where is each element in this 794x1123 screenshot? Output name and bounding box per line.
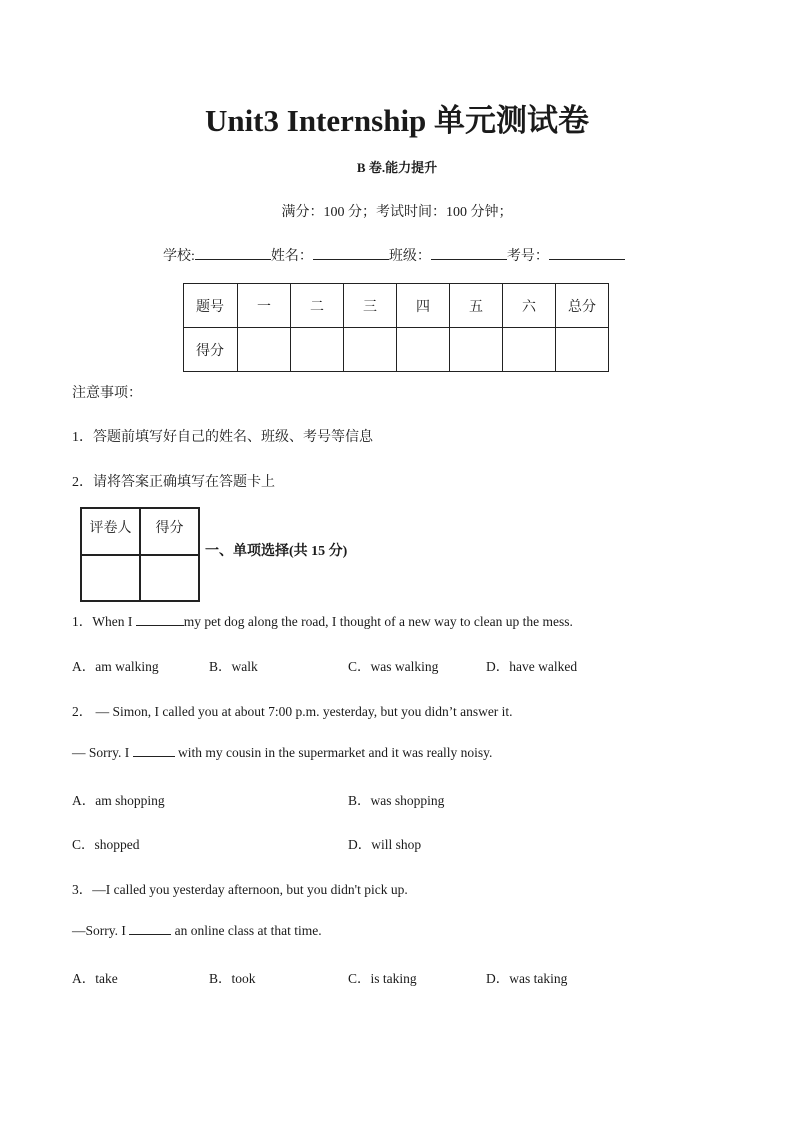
exam-meta: 满分：100 分；考试时间：100 分钟；	[281, 205, 513, 220]
score-header-cell: 五	[450, 284, 503, 328]
answer-blank[interactable]	[136, 613, 184, 626]
student-info-line	[163, 245, 625, 265]
score-header-cell: 一	[238, 284, 291, 328]
score-table-score-row	[184, 328, 609, 372]
grader-label: 评卷人	[81, 508, 140, 555]
score-cell[interactable]	[397, 328, 450, 372]
score-header-cell: 六	[503, 284, 556, 328]
q3-option-a[interactable]: A．take	[72, 971, 118, 986]
grader-table	[80, 507, 200, 602]
page-title: Unit3 Internship 单元测试卷	[204, 103, 590, 138]
class-blank[interactable]	[431, 245, 507, 260]
q1-option-a[interactable]: A．am walking	[72, 659, 159, 674]
q1-option-d[interactable]: D．have walked	[486, 659, 578, 674]
score-header-cell: 三	[344, 284, 397, 328]
score-header-cell: 二	[291, 284, 344, 328]
q3-option-d[interactable]: D．was taking	[486, 971, 568, 986]
score-cell[interactable]	[238, 328, 291, 372]
grader-score-label: 得分	[140, 508, 199, 555]
q2-option-a[interactable]: A．am shopping	[72, 793, 165, 808]
score-header-cell: 题号	[184, 284, 238, 328]
notes-heading: 注意事项：	[72, 386, 142, 401]
number-label: 考号：	[506, 249, 549, 264]
question-2-stem: 2． — Simon, I called you at about 7:00 p.m. yesterday, but you didn’t answer it.	[72, 704, 513, 719]
q1-option-c[interactable]: C．was walking	[348, 659, 439, 674]
grader-cell[interactable]	[81, 555, 140, 601]
score-cell[interactable]	[556, 328, 609, 372]
section-heading: 一、单项选择(共 15 分)	[205, 544, 348, 559]
question-3-reply: —Sorry. I an online class at that time.	[72, 923, 322, 938]
note-item: 1．答题前填写好自己的姓名、班级、考号等信息	[72, 430, 373, 445]
paper-subtitle: B 卷.能力提升	[356, 160, 438, 175]
answer-blank[interactable]	[133, 744, 175, 757]
q2-option-d[interactable]: D．will shop	[348, 837, 422, 852]
school-blank[interactable]	[195, 245, 271, 260]
score-cell[interactable]	[450, 328, 503, 372]
class-label: 班级：	[388, 249, 431, 264]
score-table-header-row	[184, 284, 609, 328]
q3-option-b[interactable]: B．took	[209, 971, 256, 986]
number-blank[interactable]	[549, 245, 625, 260]
score-table	[183, 283, 609, 372]
grader-score-cell[interactable]	[140, 555, 199, 601]
q2-option-b[interactable]: B．was shopping	[348, 793, 445, 808]
q2-option-c[interactable]: C．shopped	[72, 837, 140, 852]
score-header-cell: 总分	[556, 284, 609, 328]
q1-option-b[interactable]: B．walk	[209, 659, 258, 674]
name-label: 姓名：	[270, 249, 313, 264]
score-cell[interactable]	[291, 328, 344, 372]
question-3-stem: 3．—I called you yesterday afternoon, but you didn't pick up.	[72, 882, 408, 897]
question-1-stem: 1．When I my pet dog along the road, I thought of a new way to clean up the mess.	[72, 614, 573, 629]
score-row-label: 得分	[184, 328, 238, 372]
note-item: 2．请将答案正确填写在答题卡上	[72, 475, 275, 490]
q3-option-c[interactable]: C．is taking	[348, 971, 417, 986]
score-cell[interactable]	[503, 328, 556, 372]
school-label: 学校:	[163, 249, 195, 264]
score-header-cell: 四	[397, 284, 450, 328]
question-2-reply: — Sorry. I with my cousin in the supermarket and it was really noisy.	[72, 745, 493, 760]
score-cell[interactable]	[344, 328, 397, 372]
name-blank[interactable]	[313, 245, 389, 260]
answer-blank[interactable]	[129, 922, 171, 935]
